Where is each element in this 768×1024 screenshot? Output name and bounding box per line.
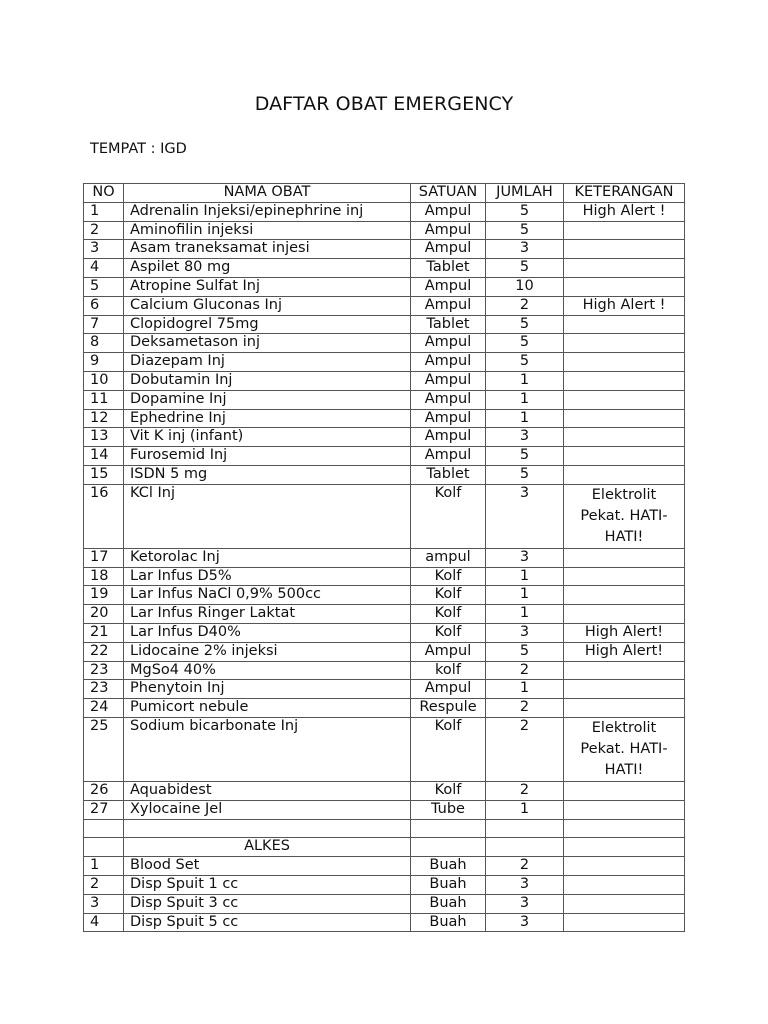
cell-name: Disp Spuit 3 cc [124, 894, 411, 913]
cell-note [564, 353, 685, 372]
table-row [84, 296, 685, 315]
cell-unit: Buah [411, 894, 486, 913]
table-row [84, 548, 685, 567]
cell-qty: 5 [486, 221, 564, 240]
cell-unit: Ampul [411, 409, 486, 428]
cell-no: 22 [84, 642, 124, 661]
table-row [84, 894, 685, 913]
cell-name: Phenytoin Inj [124, 680, 411, 699]
cell-note [564, 800, 685, 819]
cell-no: 23 [84, 661, 124, 680]
cell-note [564, 334, 685, 353]
cell-name: Diazepam Inj [124, 353, 411, 372]
cell-qty: 10 [486, 277, 564, 296]
blank-cell [486, 819, 564, 838]
table-row [84, 875, 685, 894]
cell-unit: Buah [411, 857, 486, 876]
cell-no: 2 [84, 875, 124, 894]
cell-name: Pumicort nebule [124, 699, 411, 718]
cell-unit: Ampul [411, 371, 486, 390]
cell-unit: Ampul [411, 202, 486, 221]
blank-cell [564, 819, 685, 838]
cell-name: Aquabidest [124, 781, 411, 800]
document-title: DAFTAR OBAT EMERGENCY [254, 93, 514, 115]
cell-no: 23 [84, 680, 124, 699]
cell-no: 4 [84, 913, 124, 932]
cell-name: KCl Inj [124, 484, 411, 548]
table-row [84, 800, 685, 819]
cell-qty: 3 [486, 913, 564, 932]
cell-unit: Ampul [411, 447, 486, 466]
cell-note: Elektrolit Pekat. HATI-HATI! [564, 484, 685, 548]
cell-qty: 1 [486, 800, 564, 819]
cell-note: High Alert ! [564, 296, 685, 315]
cell-qty: 2 [486, 717, 564, 781]
cell-unit: Ampul [411, 334, 486, 353]
section-label: ALKES [124, 838, 411, 857]
cell-no: 2 [84, 221, 124, 240]
cell-qty: 1 [486, 371, 564, 390]
cell-unit: Kolf [411, 623, 486, 642]
table-row [84, 623, 685, 642]
cell-qty: 3 [486, 428, 564, 447]
cell-unit: Kolf [411, 567, 486, 586]
cell-unit: kolf [411, 661, 486, 680]
cell-no: 3 [84, 894, 124, 913]
cell-note [564, 465, 685, 484]
blank-cell [84, 819, 124, 838]
table-row [84, 390, 685, 409]
cell-qty: 5 [486, 334, 564, 353]
cell-name: Disp Spuit 1 cc [124, 875, 411, 894]
cell-unit: Tube [411, 800, 486, 819]
table-row [84, 781, 685, 800]
cell-qty: 2 [486, 699, 564, 718]
table-row [84, 447, 685, 466]
cell-note: High Alert ! [564, 202, 685, 221]
cell-qty: 3 [486, 623, 564, 642]
cell-note: High Alert! [564, 623, 685, 642]
table-row [84, 353, 685, 372]
table-row [84, 428, 685, 447]
cell-unit: Ampul [411, 240, 486, 259]
cell-note [564, 894, 685, 913]
table-row [84, 586, 685, 605]
cell-name: Asam traneksamat injesi [124, 240, 411, 259]
cell-note [564, 661, 685, 680]
cell-no: 12 [84, 409, 124, 428]
cell-no: 26 [84, 781, 124, 800]
cell-note [564, 371, 685, 390]
cell-note [564, 428, 685, 447]
section-row [84, 838, 685, 857]
cell-note [564, 240, 685, 259]
cell-no: 8 [84, 334, 124, 353]
cell-name: Blood Set [124, 857, 411, 876]
table-row [84, 661, 685, 680]
header-no: NO [84, 184, 124, 203]
blank-cell [84, 838, 124, 857]
cell-note [564, 680, 685, 699]
blank-row [84, 819, 685, 838]
cell-unit: Tablet [411, 465, 486, 484]
cell-qty: 3 [486, 484, 564, 548]
cell-note [564, 857, 685, 876]
blank-cell [411, 819, 486, 838]
cell-name: Aspilet 80 mg [124, 259, 411, 278]
cell-no: 9 [84, 353, 124, 372]
cell-no: 3 [84, 240, 124, 259]
cell-name: Adrenalin Injeksi/epinephrine inj [124, 202, 411, 221]
table-row [84, 465, 685, 484]
cell-no: 1 [84, 202, 124, 221]
cell-name: Aminofilin injeksi [124, 221, 411, 240]
cell-name: ISDN 5 mg [124, 465, 411, 484]
cell-unit: Kolf [411, 605, 486, 624]
cell-no: 19 [84, 586, 124, 605]
cell-note [564, 913, 685, 932]
cell-qty: 5 [486, 353, 564, 372]
cell-name: Disp Spuit 5 cc [124, 913, 411, 932]
cell-unit: Ampul [411, 221, 486, 240]
cell-note [564, 586, 685, 605]
cell-name: Dopamine Inj [124, 390, 411, 409]
table-row [84, 277, 685, 296]
cell-no: 21 [84, 623, 124, 642]
cell-unit: Tablet [411, 315, 486, 334]
blank-cell [486, 838, 564, 857]
cell-qty: 1 [486, 680, 564, 699]
cell-name: Sodium bicarbonate Inj [124, 717, 411, 781]
cell-no: 18 [84, 567, 124, 586]
cell-name: Ketorolac Inj [124, 548, 411, 567]
cell-qty: 2 [486, 857, 564, 876]
cell-qty: 5 [486, 447, 564, 466]
cell-qty: 1 [486, 390, 564, 409]
table-row [84, 680, 685, 699]
cell-note [564, 221, 685, 240]
cell-no: 1 [84, 857, 124, 876]
cell-name: Deksametason inj [124, 334, 411, 353]
cell-unit: Respule [411, 699, 486, 718]
cell-no: 5 [84, 277, 124, 296]
cell-unit: Ampul [411, 428, 486, 447]
cell-qty: 3 [486, 548, 564, 567]
cell-no: 16 [84, 484, 124, 548]
cell-unit: Tablet [411, 259, 486, 278]
cell-no: 6 [84, 296, 124, 315]
cell-qty: 5 [486, 642, 564, 661]
cell-note [564, 567, 685, 586]
cell-note [564, 390, 685, 409]
cell-qty: 5 [486, 465, 564, 484]
cell-name: Lidocaine 2% injeksi [124, 642, 411, 661]
blank-cell [124, 819, 411, 838]
cell-unit: Ampul [411, 353, 486, 372]
cell-no: 10 [84, 371, 124, 390]
cell-unit: Kolf [411, 484, 486, 548]
cell-no: 17 [84, 548, 124, 567]
cell-no: 24 [84, 699, 124, 718]
cell-unit: Ampul [411, 296, 486, 315]
header-unit: SATUAN [411, 184, 486, 203]
table-row [84, 605, 685, 624]
cell-name: Lar Infus Ringer Laktat [124, 605, 411, 624]
cell-qty: 5 [486, 315, 564, 334]
cell-note: Elektrolit Pekat. HATI-HATI! [564, 717, 685, 781]
cell-unit: Buah [411, 913, 486, 932]
cell-note [564, 605, 685, 624]
cell-note [564, 699, 685, 718]
cell-no: 27 [84, 800, 124, 819]
table-row [84, 717, 685, 781]
cell-note [564, 259, 685, 278]
header-name: NAMA OBAT [124, 184, 411, 203]
cell-name: Furosemid Inj [124, 447, 411, 466]
cell-unit: Kolf [411, 781, 486, 800]
table-row [84, 371, 685, 390]
cell-unit: Ampul [411, 642, 486, 661]
cell-name: Calcium Gluconas Inj [124, 296, 411, 315]
cell-no: 13 [84, 428, 124, 447]
header-qty: JUMLAH [486, 184, 564, 203]
table-row [84, 221, 685, 240]
table-row [84, 409, 685, 428]
cell-qty: 1 [486, 586, 564, 605]
cell-note [564, 409, 685, 428]
table-row [84, 857, 685, 876]
cell-name: Lar Infus NaCl 0,9% 500cc [124, 586, 411, 605]
medicine-table [83, 183, 685, 932]
table-header-row [84, 184, 685, 203]
cell-qty: 1 [486, 605, 564, 624]
table-row [84, 913, 685, 932]
place-label: TEMPAT : IGD [90, 141, 187, 157]
cell-name: Ephedrine Inj [124, 409, 411, 428]
header-note: KETERANGAN [564, 184, 685, 203]
table-row [84, 699, 685, 718]
cell-note [564, 781, 685, 800]
cell-name: Clopidogrel 75mg [124, 315, 411, 334]
cell-qty: 5 [486, 259, 564, 278]
cell-no: 11 [84, 390, 124, 409]
cell-qty: 2 [486, 661, 564, 680]
cell-note [564, 277, 685, 296]
cell-no: 20 [84, 605, 124, 624]
cell-unit: Ampul [411, 390, 486, 409]
cell-qty: 5 [486, 202, 564, 221]
cell-name: Xylocaine Jel [124, 800, 411, 819]
table-row [84, 484, 685, 548]
cell-note [564, 548, 685, 567]
cell-unit: Ampul [411, 277, 486, 296]
cell-no: 4 [84, 259, 124, 278]
cell-name: Dobutamin Inj [124, 371, 411, 390]
cell-no: 14 [84, 447, 124, 466]
cell-qty: 1 [486, 567, 564, 586]
cell-qty: 3 [486, 875, 564, 894]
cell-unit: ampul [411, 548, 486, 567]
cell-name: Atropine Sulfat Inj [124, 277, 411, 296]
table-row [84, 240, 685, 259]
cell-qty: 2 [486, 296, 564, 315]
cell-note: High Alert! [564, 642, 685, 661]
blank-cell [564, 838, 685, 857]
blank-cell [411, 838, 486, 857]
cell-name: Lar Infus D5% [124, 567, 411, 586]
cell-note [564, 315, 685, 334]
table-row [84, 567, 685, 586]
cell-unit: Ampul [411, 680, 486, 699]
cell-qty: 3 [486, 240, 564, 259]
cell-qty: 3 [486, 894, 564, 913]
cell-name: Vit K inj (infant) [124, 428, 411, 447]
cell-note [564, 875, 685, 894]
table-row [84, 202, 685, 221]
cell-qty: 2 [486, 781, 564, 800]
cell-no: 15 [84, 465, 124, 484]
table-row [84, 315, 685, 334]
cell-qty: 1 [486, 409, 564, 428]
cell-unit: Buah [411, 875, 486, 894]
cell-unit: Kolf [411, 586, 486, 605]
table-row [84, 334, 685, 353]
cell-no: 25 [84, 717, 124, 781]
cell-no: 7 [84, 315, 124, 334]
table-row [84, 642, 685, 661]
cell-note [564, 447, 685, 466]
table-row [84, 259, 685, 278]
cell-name: Lar Infus D40% [124, 623, 411, 642]
cell-name: MgSo4 40% [124, 661, 411, 680]
cell-unit: Kolf [411, 717, 486, 781]
